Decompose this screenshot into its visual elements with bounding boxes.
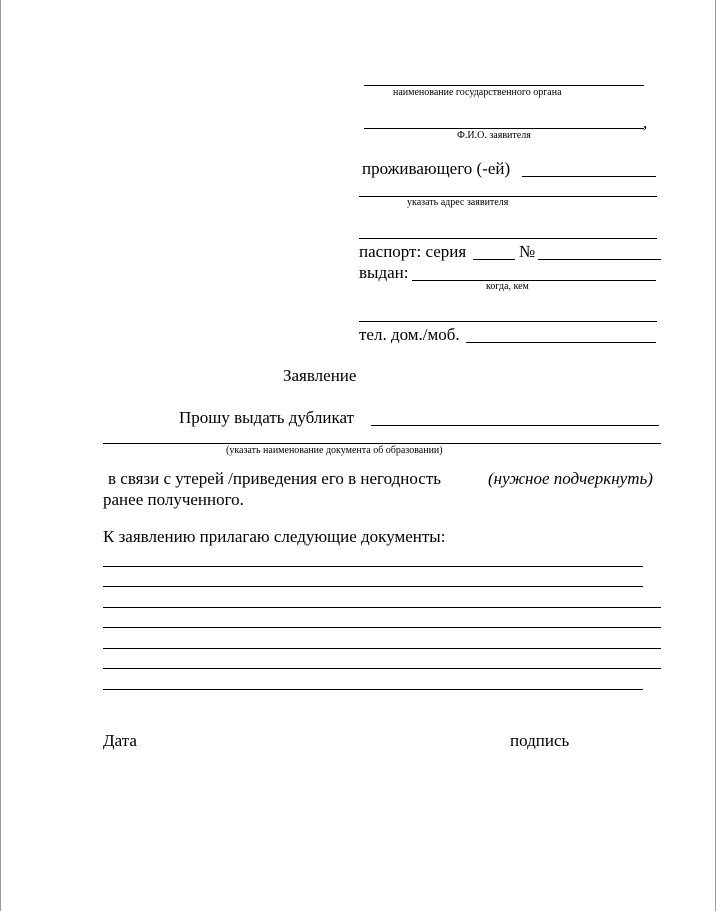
attachment-line-6 [103,668,661,669]
attachment-line-3 [103,607,661,608]
attachment-line-1 [103,566,643,567]
passport-label: паспорт: серия [359,242,467,261]
issued-caption: когда, кем [486,281,529,292]
address-line [359,196,657,197]
attachment-line-5 [103,648,661,649]
passport-series-line [473,259,515,260]
request-line [371,425,659,426]
reason-note: (нужное подчеркнуть) [488,469,653,488]
passport-number-line [538,259,661,260]
fio-caption: Ф.И.О. заявителя [457,130,531,141]
address-line-2 [359,238,657,239]
previously-received-text: ранее полученного. [103,490,244,509]
reason-text: в связи с утерей /приведения его в негодность [108,469,442,488]
attachment-line-4 [103,627,661,628]
attachment-line-2 [103,586,643,587]
request-text: Прошу выдать дубликат [179,408,355,427]
residing-line [522,176,656,177]
phone-label: тел. дом./моб. [359,325,460,344]
fio-comma: , [643,113,648,132]
document-name-line [103,443,661,444]
phone-line [466,342,656,343]
fio-line [364,128,644,129]
attachment-line-7 [103,689,643,690]
signature-label: подпись [510,731,570,750]
issued-label: выдан: [359,263,409,282]
attachments-label: К заявлению прилагаю следующие документы: [103,527,446,546]
residing-label: проживающего (-ей) [362,159,511,178]
issued-line-2 [359,321,657,322]
document-caption: (указать наименование документа об образовании) [226,445,443,456]
date-label: Дата [103,731,137,750]
authority-line [364,85,644,86]
address-caption: указать адрес заявителя [407,197,509,208]
authority-caption: наименование государственного органа [393,87,562,98]
passport-number-sign: № [519,242,536,261]
document-title: Заявление [283,366,357,385]
issued-line [412,280,656,281]
